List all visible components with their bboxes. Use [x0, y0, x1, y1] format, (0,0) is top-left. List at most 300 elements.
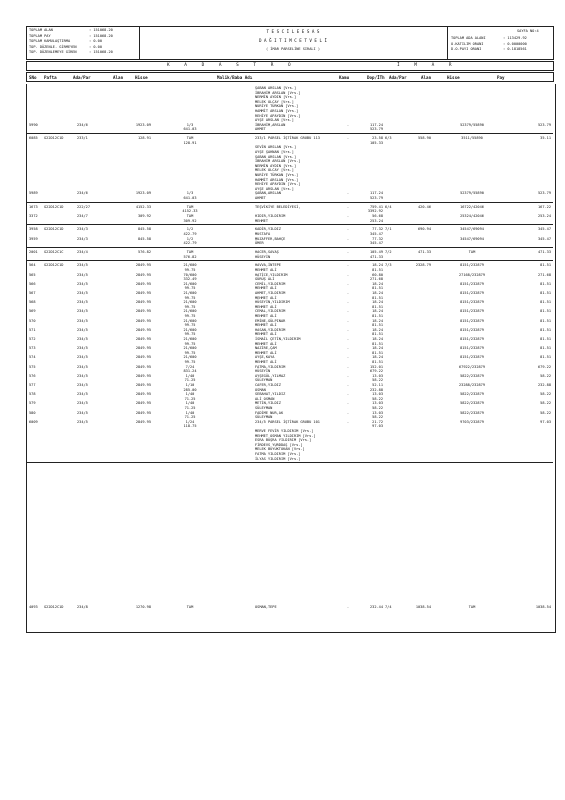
- row-sno: 6085: [29, 136, 38, 141]
- row-hisse: 21/600: [183, 281, 197, 286]
- report-sort-note: ( İMAR PARSELİNE SIRALI ): [265, 47, 321, 51]
- row-dop-total: 232.88: [370, 387, 383, 392]
- row-dop: 77.32: [372, 227, 383, 232]
- row-dop-total: 97.03: [372, 424, 383, 429]
- row-adapar: 234/7: [77, 214, 88, 218]
- row-dop-total: 345.47: [370, 232, 383, 236]
- header-stat-label: TOPLAM KAMULAŞTIRMA: [29, 39, 71, 44]
- row-imar-hisse: 8151/232879: [460, 346, 484, 351]
- row-father: MEHMET ALİ: [255, 332, 277, 337]
- row-dop-total: 58.22: [372, 378, 383, 383]
- row-sno: 565: [29, 272, 36, 277]
- row-father: SÜLEYMAN: [255, 415, 273, 420]
- row-alan: 2849.95: [135, 300, 151, 305]
- header-stat-label: TOP. DÜZENLEMEYE GİREN: [29, 50, 77, 55]
- row-owner: KADİR,YILDIZ: [255, 227, 281, 232]
- row-sno: 6009: [29, 419, 38, 424]
- row-alan: 1270.98: [135, 605, 151, 609]
- row-alan: 2849.95: [135, 272, 151, 277]
- row-alan: 2849.95: [135, 355, 151, 360]
- row-alan: 128.91: [138, 136, 151, 141]
- row-sno: 573: [29, 346, 36, 351]
- heir-name: MELEK BÜYÜKTOKAN [Vrs.]: [255, 447, 305, 452]
- row-pay: 81.51: [540, 337, 551, 341]
- row-imar-adapar: 7/2: [385, 250, 392, 254]
- row-dop-total: 81.51: [372, 341, 383, 346]
- row-dop: 18.24: [372, 281, 383, 286]
- row-owner: 234/5 PARSEL İŞTİRAK GRUBU 101: [255, 419, 320, 424]
- row-imar-adapar: 6/4: [385, 204, 392, 209]
- row-father: SÜLEYMAN: [255, 406, 273, 410]
- row-hisse: 1/3: [186, 122, 194, 127]
- row-owner: HATİCE,YILDIRIM: [255, 272, 288, 277]
- row-dop: 232.44: [370, 605, 383, 609]
- row-adapar: 234/5: [77, 346, 88, 351]
- row-adapar: 234/5: [77, 419, 88, 424]
- row-imar-hisse: 23288/232879: [459, 383, 485, 387]
- row-hisse: 1/2: [186, 227, 194, 232]
- heir-name: REHİYE APAYDIN [Vrs.]: [255, 182, 301, 187]
- row-owner: FADİME NUR,AK: [255, 410, 284, 415]
- header-stat-row: [29, 28, 137, 32]
- row-dop: 60.80: [372, 272, 383, 277]
- row-father: HÜSEYİN: [255, 369, 271, 374]
- row-imar-hisse: 5822/232879: [460, 392, 484, 397]
- row-hisse: TAM: [186, 605, 194, 609]
- row-alan: 2849.95: [135, 383, 151, 387]
- row-hisse: 21/600: [183, 318, 197, 323]
- heir-name: MELEK OLCAY [Vrs.]: [255, 99, 294, 104]
- row-dop-total: 471.33: [370, 254, 383, 259]
- heir-name: MERVE FEVİR YILDIRIM [Vrs.]: [255, 429, 314, 433]
- column-heading: Alan: [421, 75, 432, 80]
- row-kamu: -: [346, 327, 349, 332]
- row-hisse-area: 99.75: [184, 341, 196, 346]
- row-sno: 3958: [29, 227, 38, 232]
- row-dop-total: 679.22: [370, 369, 383, 374]
- row-pay: 81.51: [540, 309, 551, 314]
- header-ratio-row: [451, 47, 551, 51]
- row-dop: 18.24: [372, 263, 383, 268]
- row-hisse-area: 99.75: [184, 360, 196, 364]
- row-pay: 81.51: [540, 327, 551, 332]
- row-pay: 679.22: [538, 364, 551, 369]
- heir-name: NERMİN AYDIN [Vrs.]: [255, 95, 297, 100]
- header-ratio-label: TOPLAM ADA ALANI: [451, 36, 486, 40]
- row-hisse-area: 99.75: [184, 350, 196, 355]
- row-hisse: 21/600: [183, 337, 197, 341]
- row-sno: 566: [29, 281, 36, 286]
- row-father: MUSTAFA: [255, 232, 271, 236]
- column-heading: Alan: [113, 75, 124, 80]
- heir-name: NERMİN AYDIN [Vrs.]: [255, 163, 297, 168]
- row-dop-total: 105.33: [370, 140, 383, 145]
- row-kamu: -: [346, 373, 349, 378]
- row-imar-alan: 471.33: [418, 250, 431, 254]
- heir-name: REHİYE APAYDIN [Vrs.]: [255, 113, 301, 118]
- row-pafta: G22D12C1D: [44, 204, 64, 209]
- column-heading: Pafta: [44, 75, 57, 80]
- row-dop: 52.11: [372, 383, 383, 387]
- row-adapar: 234/5: [77, 337, 88, 341]
- heir-name: MEHMET OSMAN YILDIRIM [Vrs.]: [255, 433, 316, 438]
- row-adapar: 234/5: [77, 327, 88, 332]
- row-adapar: 222/27: [77, 204, 90, 209]
- row-kamu: -: [346, 364, 349, 369]
- column-heading: Pay: [497, 75, 505, 80]
- row-pafta: G22D12C1D: [44, 263, 64, 268]
- row-pay: 523.79: [538, 122, 551, 127]
- report-subtitle: D A Ğ I T I M C E T V E L İ: [258, 38, 328, 43]
- row-father: OSMAN: [255, 387, 266, 392]
- row-sno: 568: [29, 300, 36, 305]
- header-ratio-value: : 0.0000000: [503, 41, 527, 46]
- row-pay: 167.22: [538, 204, 551, 209]
- row-sno: 1673: [29, 204, 38, 209]
- row-pay: 523.79: [538, 191, 551, 196]
- row-hisse-area: 99.75: [184, 323, 196, 328]
- row-dop: 56.68: [372, 214, 383, 218]
- row-dop-total: 523.79: [370, 196, 383, 200]
- document-page: [26, 26, 554, 634]
- row-father: ALİ OSMAN: [255, 396, 275, 401]
- row-adapar: 234/5: [77, 355, 88, 360]
- row-hisse: 21/600: [183, 291, 197, 295]
- row-pay: 81.51: [540, 291, 551, 295]
- row-imar-hisse: 8151/232879: [460, 327, 484, 332]
- row-sno: 569: [29, 309, 36, 314]
- row-kamu: -: [346, 346, 349, 351]
- header-ratio-value: : 113429.92: [503, 36, 527, 40]
- row-owner: NAZİRE,ÇAM: [255, 346, 277, 351]
- row-hisse-area: 99.75: [184, 268, 196, 272]
- row-dop-total: 345.47: [370, 241, 383, 246]
- row-hisse-area: 99.75: [184, 304, 196, 309]
- row-kamu: -: [346, 392, 349, 397]
- row-hisse-area: 99.75: [184, 332, 196, 337]
- row-adapar: 234/6: [77, 191, 88, 196]
- column-heading: Ada/Par: [73, 75, 91, 80]
- row-pay: 345.47: [538, 227, 551, 232]
- row-pay: 81.51: [540, 355, 551, 360]
- row-hisse: 1/3: [186, 191, 194, 196]
- row-kamu: -: [346, 318, 349, 323]
- row-adapar: 234/5: [77, 263, 88, 268]
- row-owner: EMİNE,GÜLPINAR: [255, 318, 286, 323]
- row-dop-total: 81.51: [372, 304, 383, 309]
- row-kamu: -: [346, 410, 349, 415]
- row-pay: 81.51: [540, 346, 551, 351]
- row-dop-total: 81.51: [372, 323, 383, 328]
- row-kamu: -: [346, 191, 349, 196]
- row-dop: 13.03: [372, 401, 383, 406]
- row-kamu: -: [346, 122, 349, 127]
- row-adapar: 234/5: [77, 300, 88, 305]
- row-father: HÜSEYİN: [255, 254, 271, 259]
- row-kamu: -: [346, 136, 349, 141]
- imar-label: İ M A R: [397, 63, 458, 68]
- row-dop-total: 81.51: [372, 286, 383, 291]
- row-father: MEHMET ALİ: [255, 304, 277, 309]
- row-father: ÖMER: [255, 241, 264, 246]
- row-separator: [27, 462, 553, 463]
- row-hisse: TAM: [186, 136, 194, 141]
- row-sno: 578: [29, 392, 36, 397]
- row-imar-hisse: 5822/232879: [460, 373, 484, 378]
- row-hisse: 1/10: [185, 383, 195, 387]
- row-imar-hisse: 27168/232879: [459, 272, 485, 277]
- heir-name: HAMMİT ARSLAN [Vrs.]: [255, 177, 299, 182]
- row-owner: HACER,SAVAŞ: [255, 250, 279, 254]
- row-dop-total: 58.22: [372, 415, 383, 420]
- row-dop-total: 271.68: [370, 277, 383, 282]
- row-owner: ŞABAN,ARSLAN: [255, 191, 281, 196]
- row-sno: 564: [29, 263, 36, 268]
- column-heading: Hisse: [447, 75, 460, 80]
- row-alan: 2849.95: [135, 327, 151, 332]
- row-sno: 5989: [29, 191, 38, 196]
- row-dop: 117.24: [370, 191, 383, 196]
- row-sno: 576: [29, 373, 36, 378]
- row-dop: 105.49: [370, 250, 383, 254]
- row-kamu: -: [346, 281, 349, 286]
- row-sno: 4093: [29, 605, 38, 609]
- row-dop-total: 81.51: [372, 350, 383, 355]
- row-hisse: 21/600: [183, 355, 197, 360]
- row-dop: 13.03: [372, 392, 383, 397]
- row-dop: 18.24: [372, 300, 383, 305]
- header-stat-value: : 151068.20: [89, 33, 113, 38]
- row-sno: 574: [29, 355, 36, 360]
- row-pay: 253.24: [538, 214, 551, 218]
- heir-name: İBRAHİM ARSLAN [Vrs.]: [255, 159, 301, 164]
- row-imar-hisse: 8151/232879: [460, 263, 484, 268]
- row-alan: 845.58: [138, 227, 151, 232]
- row-hisse: 1/40: [185, 373, 195, 378]
- row-dop: 77.32: [372, 236, 383, 241]
- row-owner: MUZAFFER,BAHÇE: [255, 236, 286, 241]
- row-kamu: -: [346, 204, 349, 209]
- page-number: SAYFA NO:4: [517, 29, 539, 33]
- row-kamu: -: [346, 337, 349, 341]
- heir-name: ŞABAN ARSLAN [Vrs.]: [255, 154, 297, 159]
- row-owner: FATMA,YILDIRIM: [255, 364, 286, 369]
- row-imar-hisse: 8151/232879: [460, 291, 484, 295]
- row-owner: CEMİL,YILDIRIM: [255, 281, 286, 286]
- row-owner: AYŞE,KAYA: [255, 355, 275, 360]
- table-body: [26, 84, 556, 633]
- row-alan: 2849.95: [135, 410, 151, 415]
- row-adapar: 234/5: [77, 392, 88, 397]
- row-dop: 13.03: [372, 373, 383, 378]
- row-hisse-area: 71.25: [184, 378, 196, 383]
- row-imar-hisse: 9703/232879: [460, 419, 484, 424]
- row-imar-hisse: 5822/232879: [460, 410, 484, 415]
- row-alan: 1923.09: [135, 191, 151, 196]
- row-adapar: 234/3: [77, 227, 88, 232]
- row-alan: 2849.95: [135, 318, 151, 323]
- row-sno: 2001: [29, 250, 38, 254]
- row-imar-hisse: 5822/232879: [460, 401, 484, 406]
- column-heading: SNo: [29, 75, 37, 80]
- row-adapar: 234/5: [77, 410, 88, 415]
- row-pay: 58.22: [540, 410, 551, 415]
- row-separator: [27, 247, 553, 248]
- column-heading: Malik/Baba Adı: [217, 75, 253, 80]
- row-kamu: -: [346, 291, 349, 295]
- heir-name: NURİYE TÜRKAN [Vrs.]: [255, 104, 299, 109]
- row-hisse: 21/600: [183, 346, 197, 351]
- heir-name: İBRAHİM ARSLAN [Vrs.]: [255, 90, 301, 95]
- row-imar-adapar: 7/4: [385, 605, 392, 609]
- row-hisse-area: 309.92: [183, 218, 197, 223]
- header-ratio-label: D.O.PAYI ORANI: [451, 47, 482, 52]
- row-dop-total: 81.51: [372, 332, 383, 337]
- row-pafta: G22D12C1C: [44, 250, 64, 254]
- row-hisse-area: 71.25: [184, 406, 196, 410]
- header-stat-label: TOPLAM ALAN: [29, 28, 53, 32]
- row-sno: 3372: [29, 214, 38, 218]
- row-dop-total: 81.51: [372, 295, 383, 300]
- row-hisse-area: 99.75: [184, 286, 196, 291]
- row-dop: 23.58: [372, 136, 383, 141]
- row-imar-hisse: TAM: [468, 250, 476, 254]
- row-separator: [27, 224, 553, 225]
- row-pay: 81.51: [540, 263, 551, 268]
- header-stat-label: TOP. DÜZENLE. GİRMEYEN: [29, 44, 77, 49]
- row-imar-adapar: 7/3: [385, 263, 392, 268]
- heir-name: HAMMİT ARSLAN [Vrs.]: [255, 109, 299, 113]
- row-hisse-area: 71.25: [184, 396, 196, 401]
- row-alan: 2849.95: [135, 309, 151, 314]
- row-kamu: -: [346, 383, 349, 387]
- header-ratio-row: [451, 36, 551, 40]
- row-adapar: 234/6: [77, 122, 88, 127]
- row-sno: 575: [29, 364, 36, 369]
- header-ratio-label: O.KATILIM ORANI: [451, 41, 484, 46]
- row-adapar: 234/5: [77, 272, 88, 277]
- row-hisse-area: 641.03: [183, 196, 197, 200]
- row-imar-hisse: 52379/55890: [460, 191, 484, 196]
- row-adapar: 234/4: [77, 250, 88, 254]
- row-separator: [27, 133, 553, 134]
- row-kamu: -: [346, 250, 349, 254]
- row-alan: 845.58: [138, 236, 151, 241]
- row-kamu: -: [346, 236, 349, 241]
- row-hisse: 21/600: [183, 309, 197, 314]
- row-dop: 152.01: [370, 364, 383, 369]
- column-heading: Dop/İTh: [367, 75, 385, 80]
- row-hisse-area: 332.49: [183, 277, 197, 282]
- row-kamu: -: [346, 401, 349, 406]
- row-dop: 21.72: [372, 419, 383, 424]
- row-hisse: 21/600: [183, 263, 197, 268]
- row-hisse-area: 99.75: [184, 295, 196, 300]
- row-adapar: 233/1: [77, 136, 88, 141]
- row-hisse: 70/600: [183, 272, 197, 277]
- row-hisse-area: 831.24: [183, 369, 197, 374]
- row-pay: 58.22: [540, 401, 551, 406]
- row-owner: HÜSEYİN,YILDIRIM: [255, 300, 290, 305]
- row-alan: 2849.95: [135, 364, 151, 369]
- row-imar-hisse: 8151/232879: [460, 355, 484, 360]
- heir-name: FİRDEVS YURDDAŞ [Vrs.]: [255, 442, 303, 447]
- row-owner: CEMAL,YILDIRIM: [255, 309, 286, 314]
- row-hisse: 1/24: [185, 419, 195, 424]
- row-sno: 571: [29, 327, 36, 332]
- row-dop-total: 58.22: [372, 406, 383, 410]
- row-hisse: 21/600: [183, 300, 197, 305]
- row-dop: 18.24: [372, 337, 383, 341]
- heir-name: ESRA BÜŞRA YILDIRIM [Vrs.]: [255, 438, 312, 443]
- heir-name: İLYAS YILDIRIM [Vrs.]: [255, 456, 301, 461]
- kadastro-label: K A D A S T R O: [167, 63, 297, 68]
- row-imar-alan: 1038.54: [415, 605, 431, 609]
- heir-name: AYŞE ŞAHNAN [Vrs.]: [255, 150, 294, 154]
- row-separator: [27, 260, 553, 261]
- row-owner: TEŞVİKİYE BELEDİYESİ,: [255, 204, 301, 209]
- column-heading: Hisse: [135, 75, 148, 80]
- row-pay: 81.51: [540, 318, 551, 323]
- row-pay: 81.51: [540, 281, 551, 286]
- row-owner: METİN,YILDIZ: [255, 401, 281, 406]
- row-imar-hisse: 67922/232879: [459, 364, 485, 369]
- row-pay: 35.11: [540, 136, 551, 141]
- row-kamu: -: [346, 309, 349, 314]
- row-sno: 572: [29, 337, 36, 341]
- row-kamu: -: [346, 227, 349, 232]
- row-hisse-area: 71.25: [184, 415, 196, 420]
- row-alan: 2849.95: [135, 401, 151, 406]
- row-imar-alan: 558.90: [418, 136, 431, 141]
- row-hisse: TAM: [186, 204, 194, 209]
- row-father: MEHMET: [255, 218, 268, 223]
- row-kamu: -: [346, 263, 349, 268]
- row-father: MEHMET ALİ: [255, 341, 277, 346]
- row-alan: 2849.95: [135, 281, 151, 286]
- heir-name: AYŞE ARSLAN [Vrs.]: [255, 186, 294, 191]
- header-ratio-value: : 0.1818561: [503, 47, 527, 52]
- row-alan: 576.82: [138, 250, 151, 254]
- row-imar-hisse: 8151/232879: [460, 309, 484, 314]
- row-sno: 579: [29, 401, 36, 406]
- row-hisse-area: 285.00: [183, 387, 197, 392]
- heir-name: AYŞE ARSLAN [Vrs.]: [255, 118, 294, 123]
- row-alan: 2849.95: [135, 392, 151, 397]
- row-alan: 4152.33: [135, 204, 151, 209]
- row-owner: CAFER,YILDIZ: [255, 383, 281, 387]
- row-hisse-area: 128.91: [183, 140, 197, 145]
- header-stat-value: : 151068.20: [89, 50, 113, 55]
- row-hisse: TAM: [186, 214, 194, 218]
- row-sno: 570: [29, 318, 36, 323]
- row-separator: [27, 202, 553, 203]
- row-kamu: -: [346, 272, 349, 277]
- row-alan: 2849.95: [135, 373, 151, 378]
- column-heading: Kamu: [339, 75, 350, 80]
- row-dop: 18.24: [372, 318, 383, 323]
- row-hisse: 7/24: [185, 364, 195, 369]
- row-imar-hisse: 34547/69094: [460, 236, 484, 241]
- row-pafta: G22D12C1D: [44, 227, 64, 232]
- row-dop-total: 81.51: [372, 360, 383, 364]
- row-owner: AYŞEGÜL,YILMAZ: [255, 373, 286, 378]
- row-dop-total: 3392.92: [367, 209, 383, 214]
- row-dop-total: 58.22: [372, 396, 383, 401]
- row-owner: HASAN,YILDIRIM: [255, 327, 286, 332]
- report-header: [26, 26, 554, 60]
- row-alan: 2849.95: [135, 263, 151, 268]
